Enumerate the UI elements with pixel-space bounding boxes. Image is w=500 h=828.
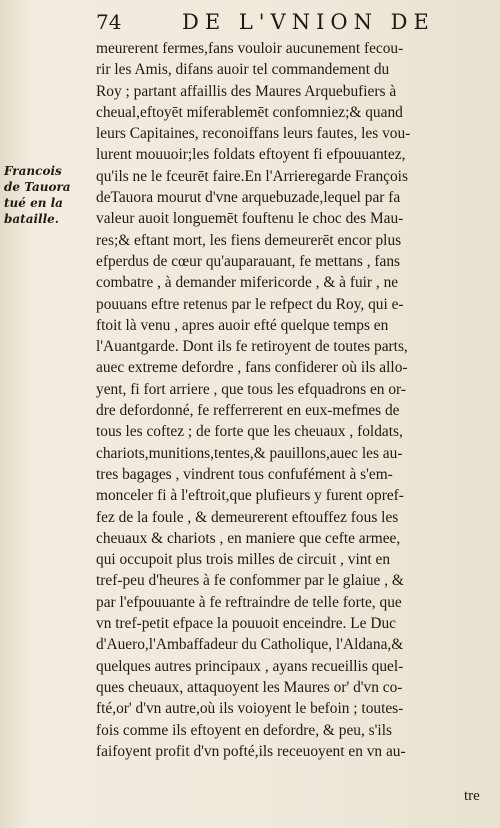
text-line: tres bagages , vindrent tous confufément à s'em- (96, 465, 393, 483)
text-line: fois comme ils eftoyent en defordre, & peu, s'ils (96, 721, 392, 739)
body-text (96, 38, 488, 762)
text-line: meurerent fermes,fans vouloir aucunement fecou- (96, 40, 404, 57)
text-line: deTauora mourut d'vne arquebuzade,lequel par fa (96, 189, 401, 207)
text-line: rir les Amis, difans auoir tel commandement du (96, 61, 390, 79)
margin-note (4, 163, 90, 227)
margin-note-line: de Tauora (4, 180, 71, 194)
text-line: lurent mouuoir;les foldats eftoyent fi efpouuantez, (96, 146, 406, 164)
text-line: d'Auero,l'Ambaffadeur du Catholique, l'Aldana,& (96, 636, 404, 654)
text-line: yent, fi fort arriere , que tous les efquadrons en or- (96, 380, 406, 398)
text-line: qu'ils ne le fceurēt faire.En l'Arrieregarde François (96, 167, 408, 185)
catchword: tre (464, 788, 480, 804)
text-line: monceler fi à l'eftroit,que plufieurs y furent opref- (96, 487, 404, 505)
text-line: res;& eftant mort, les fiens demeurerēt encor plus (96, 231, 402, 249)
text-line: quelques autres principaux , ayans recueillis quel- (96, 657, 404, 675)
text-line: vn tref-petit efpace la pouuoit enceindre. Le Duc (96, 615, 396, 633)
text-line: fez de la foule , & demeurerent eftouffez fous les (96, 508, 399, 526)
text-line: combatre , à demander mifericorde , & à fuir , ne (96, 274, 399, 292)
text-line: par l'efpouuante à fe reftraindre de telle forte, que (96, 593, 402, 611)
margin-note-line: tué en la (4, 196, 63, 210)
page-number: 74 (96, 10, 122, 34)
text-line: fté,or' d'vn autre,où ils voioyent le befoin ; toutes- (96, 700, 404, 718)
text-line: ques cheuaux, attaquoyent les Maures or' d'vn co- (96, 678, 403, 696)
text-line: valeur auoit longuemēt fouftenu le choc des Mau- (96, 210, 404, 228)
text-line: cheual,eftoyēt miferablemēt confomniez;& quand (96, 103, 403, 121)
text-line: cheuaux & chariots , en maniere que cefte armee, (96, 529, 401, 547)
text-line: Roy ; partant affaillis des Maures Arquebufiers à (96, 82, 397, 100)
running-head: DE L'VNION DE (182, 10, 435, 34)
text-line: l'Auantgarde. Dont ils fe retiroyent de toutes parts, (96, 338, 408, 356)
text-line: chariots,munitions,tentes,& pauillons,auec les au- (96, 444, 403, 462)
text-line: ftoit là venu , apres auoir efté quelque temps en (96, 316, 389, 334)
text-line: tref-peu d'heures à fe confommer par le glaiue , & (96, 572, 404, 590)
margin-note-line: Francois (4, 164, 62, 178)
text-line: leurs Capitaines, reconoiffans leurs fautes, les vou- (96, 125, 411, 143)
text-line: dre defordonné, fe refferrerent en eux-mefmes de (96, 402, 400, 420)
text-line: tous les coftez ; de forte que les cheuaux , foldats, (96, 423, 403, 441)
page-header (0, 8, 500, 38)
margin-note-line: bataille. (4, 212, 59, 226)
text-line: faifoyent profit d'vn pofté,ils receuoyent en vn au- (96, 742, 406, 760)
text-line: qui occupoit plus trois milles de circuit , vint en (96, 551, 391, 569)
text-line: auec extreme defordre , fans confiderer où ils allo- (96, 359, 408, 377)
text-line: pouuans eftre retenus par le refpect du Roy, qui e- (96, 295, 404, 313)
text-line: efperdus de cœur qu'auparauant, fe mettans , fans (96, 252, 401, 270)
